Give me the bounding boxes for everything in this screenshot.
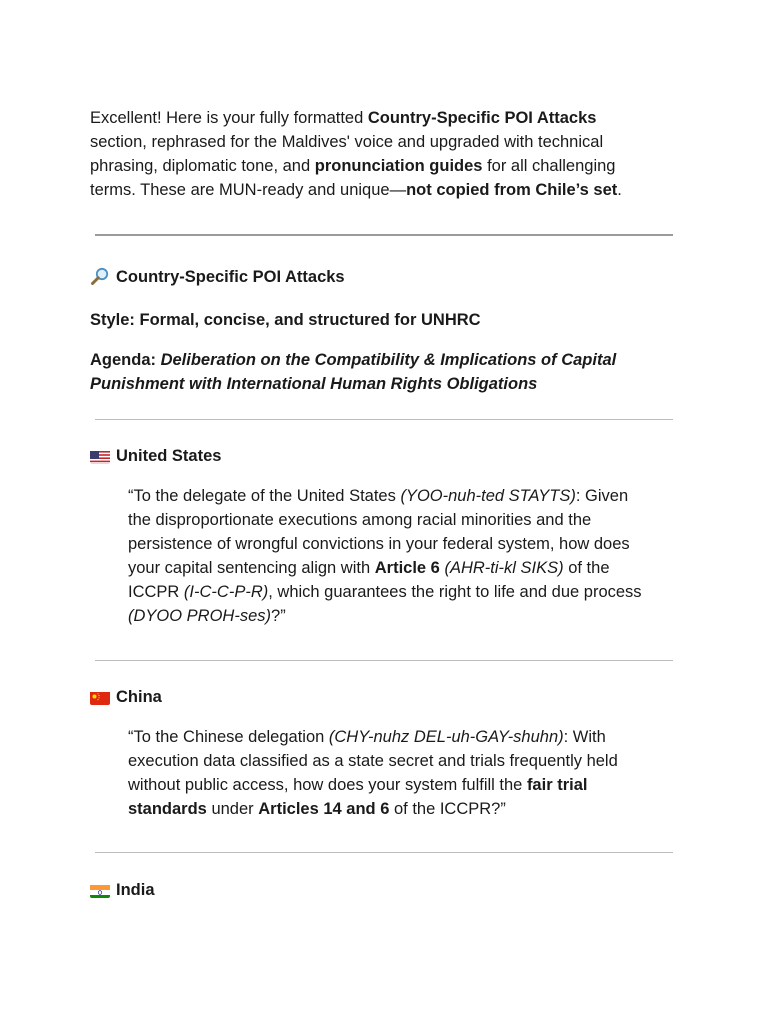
intro-bold-pronunciation: pronunciation guides [314,157,483,175]
intro-text: section, rephrased for the Maldives' voice and upgraded with technical phrasing, diplomatic tone, and [90,133,604,175]
country-name-india: India [116,881,155,899]
intro-text: for all challenging terms. These are MUN-ready and unique— [90,157,616,199]
divider [95,419,673,420]
intro-paragraph [90,106,650,202]
country-heading-us [90,444,221,468]
agenda-line [90,348,665,396]
section-divider [95,234,673,236]
country-name-us: United States [116,447,222,465]
section-heading [90,265,345,289]
agenda-label: Agenda: [90,351,161,369]
intro-bold-not-copied: not copied from Chile’s set [406,181,618,199]
china-flag-icon [90,690,110,705]
india-flag-icon [90,883,110,898]
magnifying-glass-icon [90,267,110,285]
section-heading-text: Country-Specific POI Attacks [116,268,345,286]
divider [95,660,673,661]
agenda-text: Deliberation on the Compatibility & Implications of Capital Punishment with International Human Rights Obligations [90,351,617,393]
intro-text: . [617,181,622,199]
poi-question-china: “To the Chinese delegation (CHY-nuhz DEL-uh-GAY-shuhn): With execution data classified as a state secret and trials frequently held without public access, how does your system fulfill the fair trial standards under Articles 14 and 6 of the ICCPR?” [128,728,618,818]
intro-text: Excellent! Here is your fully formatted [90,109,368,127]
poi-question-us: “To the delegate of the United States (YOO-nuh-ted STAYTS): Given the disproportionate executions among racial minorities and the persistence of wrongful convictions in your federal system, how does your capital sentencing align with Article 6 (AHR-ti-kl SIKS) of the ICCPR (I-C-C-P-R), which guarantees the right to life and due process (DYOO PROH-ses)?” [128,487,642,625]
divider [95,852,673,853]
country-name-china: China [116,688,162,706]
country-heading-china [90,685,162,709]
country-heading-india [90,878,155,902]
style-line: Style: Formal, concise, and structured for UNHRC [90,311,481,329]
us-flag-icon [90,449,110,464]
intro-bold-title: Country-Specific POI Attacks [367,109,597,127]
